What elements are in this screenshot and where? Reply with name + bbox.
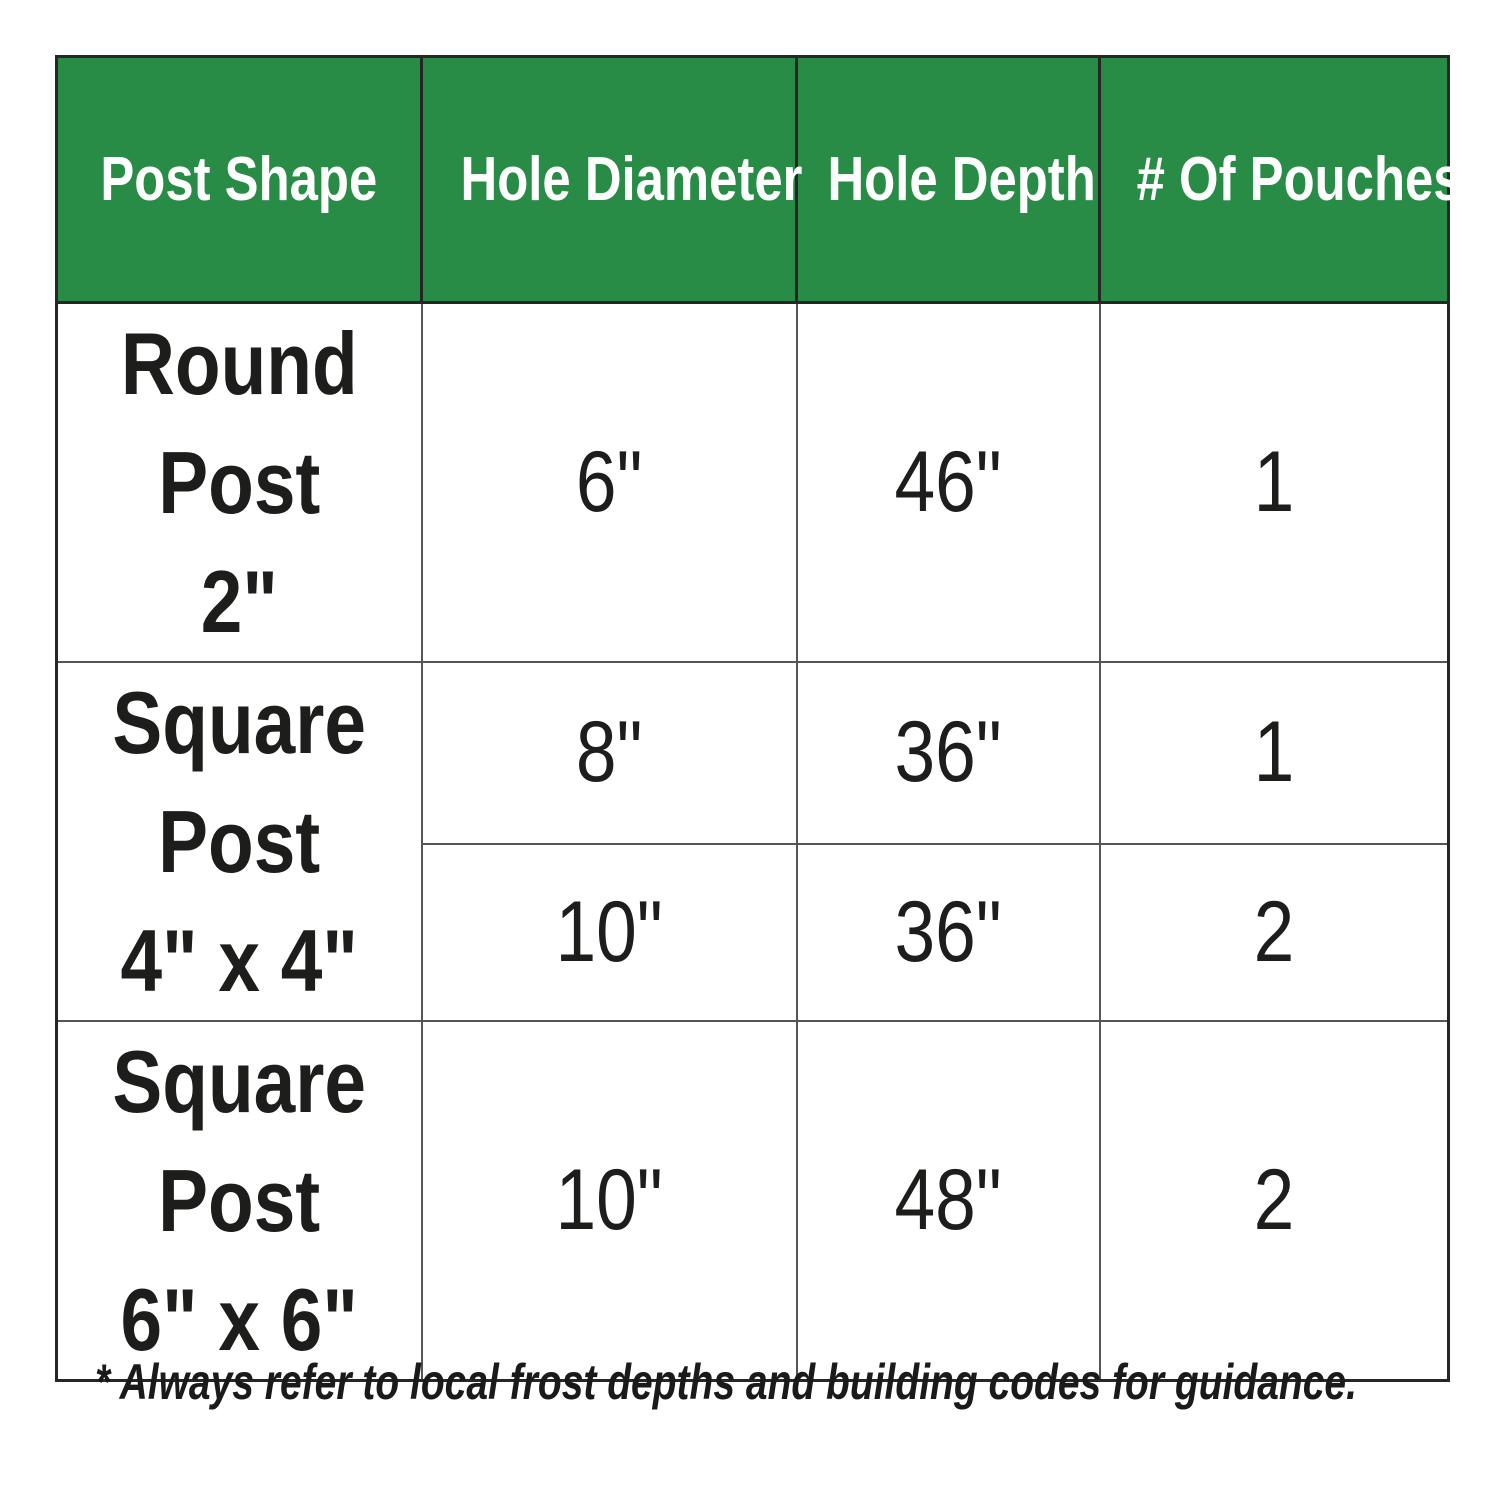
table-header-row: [57, 57, 1449, 303]
cell-hole-depth: 48": [797, 1021, 1100, 1381]
post-shape-line: 2": [200, 552, 278, 651]
post-shape-line: Round: [120, 314, 358, 413]
cell-hole-diameter: 10": [422, 844, 797, 1021]
cell-post-shape-square-4x4: [57, 662, 422, 1021]
footnote-text: * Always refer to local frost depths and building codes for guidance.: [95, 1354, 1357, 1410]
post-shape-line: Post: [158, 1151, 321, 1250]
cell-pouches: 2: [1100, 844, 1449, 1021]
cell-hole-diameter: 8": [422, 662, 797, 844]
header-hole-diameter: [422, 57, 803, 303]
cell-pouches: 1: [1100, 303, 1449, 663]
post-shape-line: 4" x 4": [120, 911, 358, 1010]
cell-hole-diameter: 10": [422, 1021, 797, 1381]
footnote: [95, 1352, 1500, 1412]
header-hole-depth: [797, 57, 1100, 303]
post-shape-line: Square: [112, 673, 367, 772]
table-row-round-post: [57, 303, 1449, 663]
header-post-shape: [57, 57, 422, 303]
header-pouches-label: # Of Pouches: [1136, 145, 1462, 214]
post-shape-line: Post: [158, 433, 321, 532]
cell-pouches: 2: [1100, 1021, 1449, 1381]
header-hole-depth-label: Hole Depth: [827, 145, 1096, 214]
post-hole-spec-table: [55, 55, 1462, 1382]
cell-post-shape-round: [57, 303, 422, 663]
header-hole-diameter-label: Hole Diameter: [460, 145, 803, 214]
cell-pouches: 1: [1100, 662, 1449, 844]
post-shape-line: 6" x 6": [120, 1270, 358, 1369]
table-row-square-post-6x6: [57, 1021, 1449, 1381]
post-shape-line: Square: [112, 1032, 367, 1131]
table-row-square-post-4x4-a: [57, 662, 1449, 844]
header-pouches: [1100, 57, 1462, 303]
header-post-shape-label: Post Shape: [100, 145, 378, 214]
cell-post-shape-square-6x6: [57, 1021, 422, 1381]
cell-hole-diameter: 6": [422, 303, 797, 663]
cell-hole-depth: 46": [797, 303, 1100, 663]
cell-hole-depth: 36": [797, 844, 1100, 1021]
cell-hole-depth: 36": [797, 662, 1100, 844]
post-shape-line: Post: [158, 792, 321, 891]
